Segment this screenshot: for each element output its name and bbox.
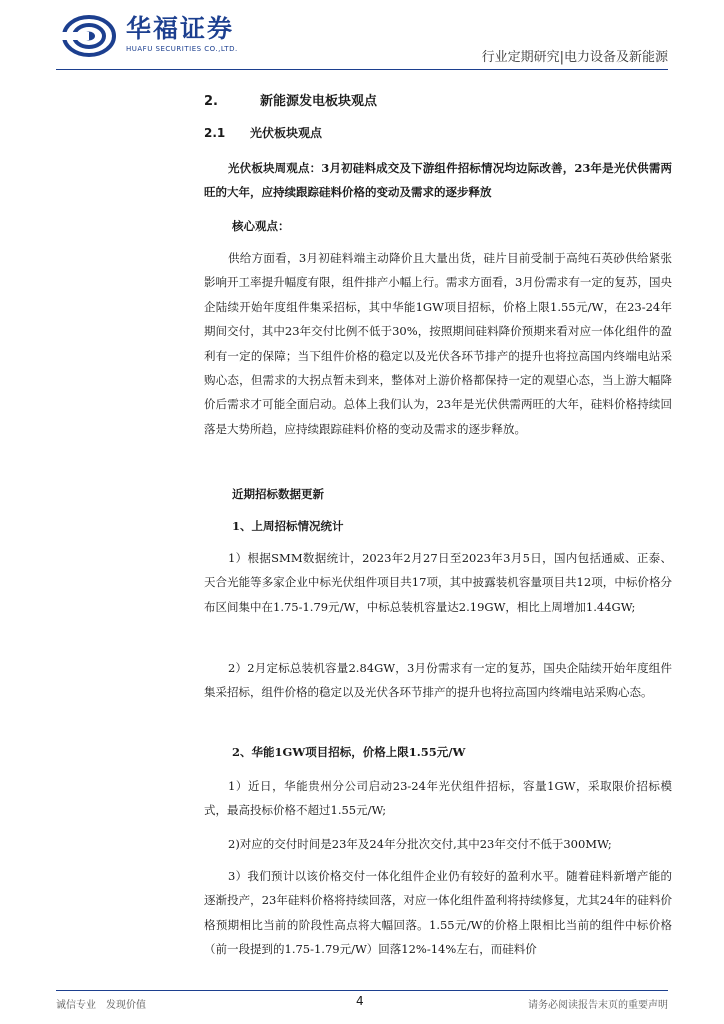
section-heading: [204, 90, 377, 109]
footer-disclaimer: 请务必阅读报告末页的重要声明: [528, 1000, 668, 1011]
page-header: [0, 0, 724, 70]
subsection-number: 2.1: [204, 126, 226, 140]
header-divider: [56, 69, 668, 70]
section-number: 2.: [204, 94, 218, 109]
logo-chinese-name: 华福证券: [126, 14, 235, 43]
footer-slogan: 诚信专业 发现价值: [56, 1000, 146, 1011]
page-number: 4: [356, 994, 364, 1008]
subsection-title: 光伏板块观点: [250, 126, 323, 140]
section-title: 新能源发电板块观点: [260, 94, 378, 109]
company-logo: [62, 14, 252, 58]
weekly-view-paragraph: 光伏板块周观点：3月初硅料成交及下游组件招标情况均边际改善，23年是光伏供需两旺的大年，应持续跟踪硅料价格的变动及需求的逐步释放: [204, 161, 672, 200]
footer-divider: [56, 990, 668, 991]
item1-paragraph-2: 2）2月定标总装机容量2.84GW，3月份需求有一定的复苏，国央企陆续开始年度组件集采招标，组件价格的稳定以及光伏各环节排产的提升也将拉高国内终端电站采购心态。: [204, 661, 672, 700]
item2-paragraph-1: 1）近日，华能贵州分公司启动23-24年光伏组件招标，容量1GW，采取限价招标模式，最高投标价格不超过1.55元/W;: [204, 779, 672, 818]
item2-paragraph-2: 2)对应的交付时间是23年及24年分批次交付,其中23年交付不低于300MW;: [228, 837, 612, 851]
item1-paragraph-1: 1）根据SMM数据统计，2023年2月27日至2023年3月5日，国内包括通威、正泰、天合光能等多家企业中标光伏组件项目共17项，其中披露装机容量项目共12项，中标价格分布区间集中在1.75-1.79元/W，中标总装机容量达2.19GW，相比上周增加1.44GW;: [204, 551, 672, 614]
item1-heading: 1、上周招标情况统计: [232, 519, 344, 533]
core-view-label: 核心观点：: [232, 219, 290, 233]
logo-english-name: HUAFU SECURITIES CO.,LTD.: [126, 45, 238, 53]
item2-paragraph-3: 3）我们预计以该价格交付一体化组件企业仍有较好的盈利水平。随着硅料新增产能的逐渐投产，23年硅料价格将持续回落，对应一体化组件盈利将持续修复，尤其24年的硅料价格预期相比当前的阶段性高点将大幅回落。1.55元/W的价格上限相比当前的组件中标价格（前一段提到的1.75-1.79元/W）回落12%-14%左右，而硅料价: [204, 869, 672, 957]
subsection-heading: [204, 124, 322, 141]
core-view-paragraph: 供给方面看，3月初硅料端主动降价且大量出货，硅片目前受制于高纯石英砂供给紧张影响开工率提升幅度有限，组件排产小幅上行。需求方面看，3月份需求有一定的复苏，国央企陆续开始年度组件集采招标，其中华能1GW项目招标，价格上限1.55元/W，在23-24年期间交付，其中23年交付比例不低于30%，按照期间硅料降价预期来看对应一体化组件的盈利有一定的保障；当下组件价格的稳定以及光伏各环节排产的提升也将拉高国内终端电站采购心态，但需求的大拐点暂未到来，整体对上游价格都保持一定的观望心态，当上游大幅降价后需求才可能全面启动。总体上我们认为，23年是光伏供需两旺的大年，硅料价格持续回落是大势所趋，应持续跟踪硅料价格的变动及需求的逐步释放。: [204, 251, 672, 436]
huafu-logo-icon: [62, 14, 116, 58]
item2-heading: 2、华能1GW项目招标，价格上限1.55元/W: [232, 745, 466, 759]
recent-bidding-heading: 近期招标数据更新: [232, 487, 324, 501]
report-type-label: 行业定期研究|电力设备及新能源: [481, 50, 668, 65]
